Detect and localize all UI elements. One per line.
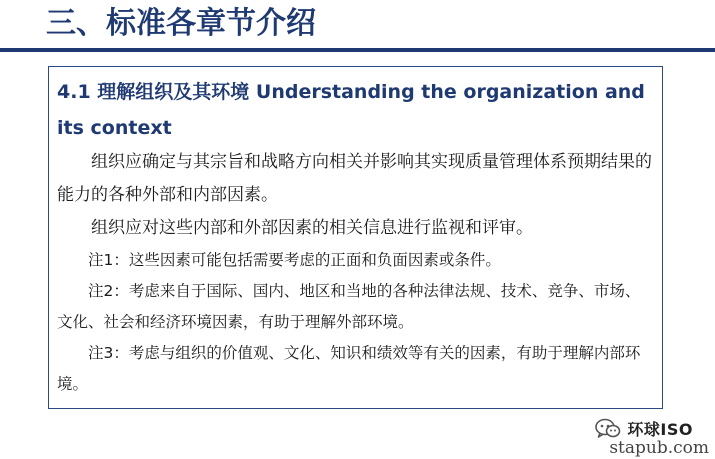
slide-title: 三、标准各章节介绍 xyxy=(46,6,316,41)
section-heading-line-2: its context xyxy=(57,117,172,139)
section-heading xyxy=(57,74,654,146)
note-1: 注1：这些因素可能包括需要考虑的正面和负面因素或条件。 xyxy=(88,251,501,269)
title-underline xyxy=(0,48,715,52)
body-paragraph: 组织应对这些内部和外部因素的相关信息进行监视和评审。 xyxy=(91,218,533,238)
watermark xyxy=(595,417,693,440)
body-paragraph: 组织应确定与其宗旨和战略方向相关并影响其实现质量管理体系预期结果的能力的各种外部和内部因素。 xyxy=(57,152,652,205)
note-3: 注3：考虑与组织的价值观、文化、知识和绩效等有关的因素，有助于理解内部环境。 xyxy=(57,344,641,393)
watermark-label: 环球ISO xyxy=(627,420,693,439)
note-2: 注2：考虑来自于国际、国内、地区和当地的各种法律法规、技术、竞争、市场、文化、社会和经济环境因素，有助于理解外部环境。 xyxy=(57,282,641,331)
section-heading-line-1: 4.1 理解组织及其环境 Understanding the organization and xyxy=(57,81,645,103)
wechat-icon xyxy=(595,418,621,440)
content-box xyxy=(48,66,663,409)
site-watermark: stapub.com xyxy=(609,438,709,458)
